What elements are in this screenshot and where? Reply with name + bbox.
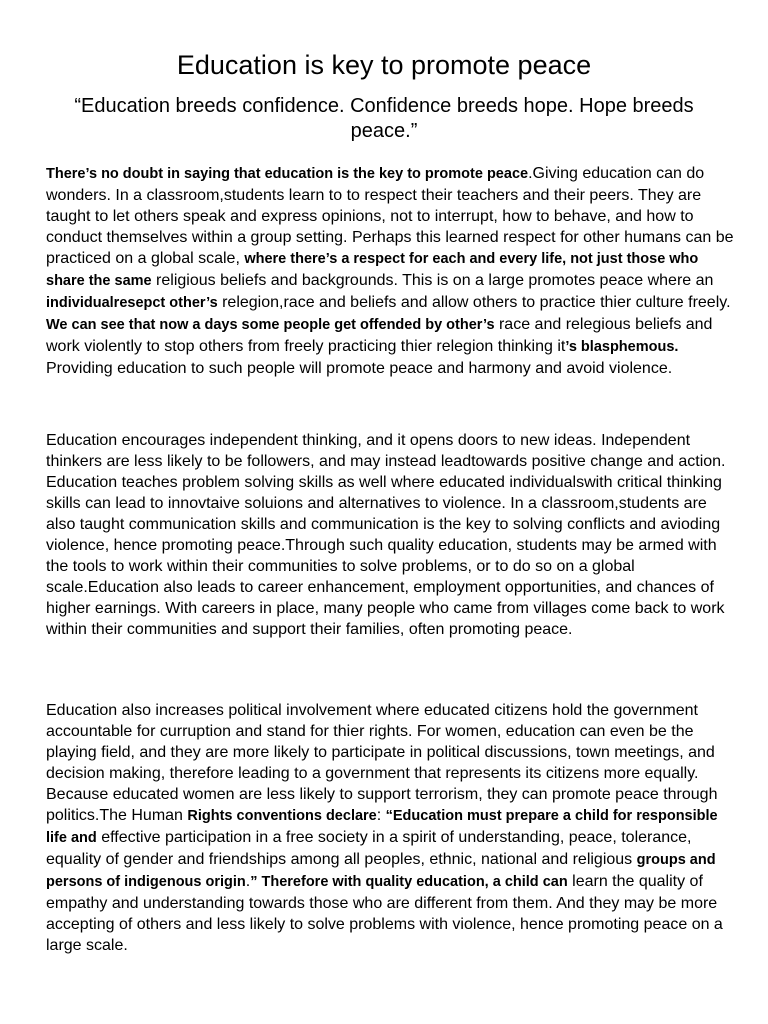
bold-text-run: ” Therefore with quality education, a child can (250, 874, 568, 890)
bold-text-run: Rights conventions declare (187, 808, 377, 824)
body-paragraph (46, 163, 736, 379)
text-run: Providing education to such people will promote peace and harmony and avoid violence. (46, 360, 673, 377)
text-run: . (245, 873, 251, 890)
text-run: learn the quality of empathy and understanding towards those who are different from them. And they may be more accepting of others and less likely to solve problems with violence, hence promoting peace on a large scale. (46, 873, 723, 954)
text-run: relegion,race and beliefs and allow others to practice thier culture freely. (217, 294, 731, 311)
body-paragraph (46, 700, 736, 956)
text-run: effective participation in a free society in a spirit of understanding, peace, tolerance, equality of gender and friendships among all peoples, ethnic, national and religious (46, 829, 692, 868)
body-paragraph (46, 430, 736, 640)
text-run: : (376, 807, 386, 824)
bold-text-run: There’s no doubt in saying that education is the key to promote peace (46, 166, 529, 182)
bold-text-run: ’s blasphemous. (565, 339, 679, 355)
bold-text-run: We can see that now a days some people get offended by other’s (46, 317, 495, 333)
document-quote: “Education breeds confidence. Confidence breeds hope. Hope breeds peace.” (74, 95, 694, 142)
bold-text-run: where there’s a respect for each and every life, not just those who share the same (46, 251, 699, 289)
document-title: Education is key to promote peace (176, 50, 592, 80)
bold-text-run: “Education must prepare a child for responsible life and (46, 808, 718, 846)
bold-text-run: groups and persons of indigenous origin (46, 852, 716, 890)
text-run: race and relegious beliefs and work violently to stop others from freely practicing thier relegion thinking it (46, 316, 713, 355)
text-run: .Giving education can do wonders. In a classroom,students learn to to respect their teachers and their peers. They are taught to let others speak and express opinions, not to interrupt, how to behave, and how to conduct themselves within a group setting. Perhaps this learned respect for other humans can be practiced on a global scale, (46, 165, 734, 267)
text-run: Education also increases political involvement where educated citizens hold the government accountable for curruption and stand for thier rights. For women, education can even be the playing field, and they are more likely to participate in political discussions, town meetings, and decision making, therefore leading to a government that represents its citizens more equally. Because educated women are less likely to support terrorism, they can promote peace through politics.The Human (46, 702, 718, 824)
text-run: Education encourages independent thinking, and it opens doors to new ideas. Independent thinkers are less likely to be followers, and may instead leadtowards positive change and action. Education teaches problem solving skills as well where educated individualswith critical thinking skills can lead to innovtaive soluions and alternatives to violence. In a classroom,students are also taught communication skills and communication is the key to solving conflicts and avioding violence, hence promoting peace.Through such quality education, students may be armed with the tools to work within their communities to solve problems, or to do so on a global scale.Education also leads to career enhancement, employment opportunities, and chances of higher earnings. With careers in place, many people who came from villages come back to work within their communities and support their families, often promoting peace. (46, 432, 726, 638)
text-run: religious beliefs and backgrounds. This is on a large promotes peace where an (151, 272, 714, 289)
bold-text-run: individualresepct other’s (46, 295, 218, 311)
